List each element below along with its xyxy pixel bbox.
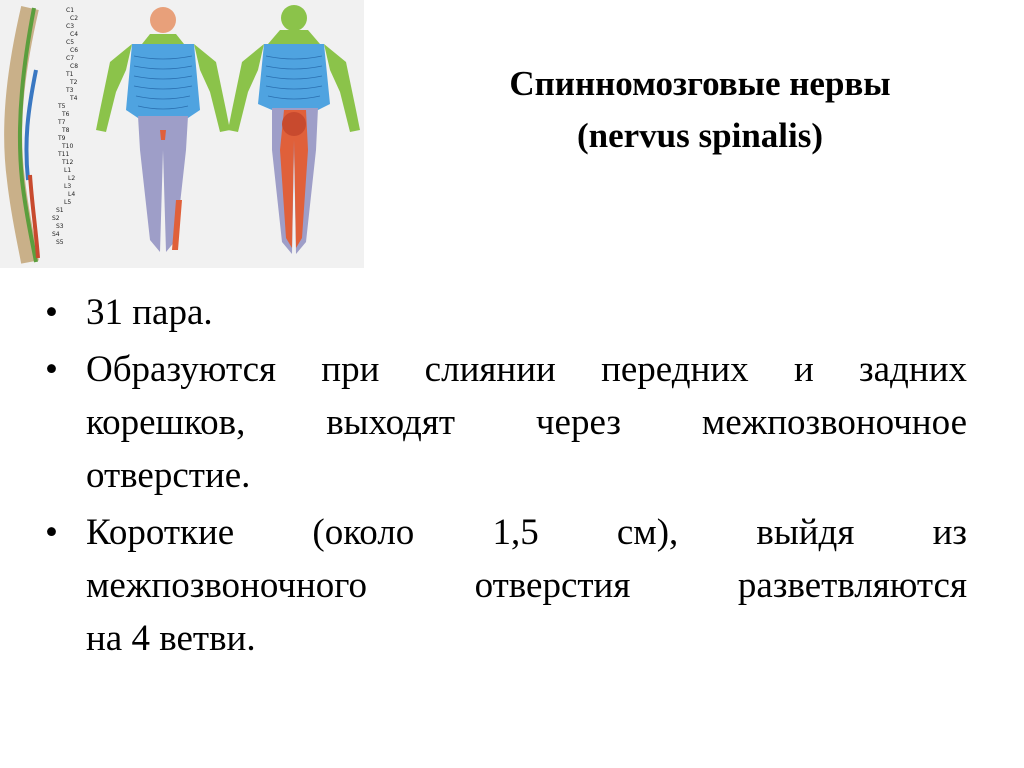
- bullet-line: 31 пара.: [86, 292, 213, 333]
- spine-level-label: C2: [70, 15, 79, 22]
- spine-level-label: T10: [62, 143, 74, 150]
- dermatome-illustration: [0, 0, 364, 268]
- bullet-text: [86, 343, 967, 502]
- spine-level-label: C7: [66, 55, 75, 62]
- bullet-item: [45, 286, 967, 339]
- spine-level-label: L5: [64, 199, 72, 206]
- spine-level-label: L2: [68, 175, 76, 182]
- spine-level-label: C5: [66, 39, 75, 46]
- bullet-line: отверстие.: [86, 455, 251, 496]
- spine-level-label: S4: [52, 231, 60, 238]
- dermatome-figure: [0, 0, 364, 268]
- spine-level-label: T6: [62, 111, 70, 118]
- bullet-list: [45, 286, 967, 669]
- spine-level-label: C1: [66, 7, 75, 14]
- bullet-line: корешков, выходят через межпозвоночное: [86, 402, 967, 443]
- bullet-item: [45, 506, 967, 665]
- spine-level-label: T3: [66, 87, 74, 94]
- bullet-line: Короткие (около 1,5 см), выйдя из: [86, 512, 967, 553]
- spine-level-label: T1: [66, 71, 74, 78]
- spine-level-label: C8: [70, 63, 79, 70]
- spine-level-label: T8: [62, 127, 70, 134]
- spine-level-label: S5: [56, 239, 64, 246]
- spine-level-label: L1: [64, 167, 72, 174]
- spine-level-label: L4: [68, 191, 76, 198]
- spine-level-label: S2: [52, 215, 60, 222]
- spine-level-label: T11: [58, 151, 70, 158]
- spine-level-label: T12: [62, 159, 74, 166]
- bullet-line: межпозвоночного отверстия разветвляются: [86, 565, 967, 606]
- title-line-1: Спинномозговые нервы: [509, 64, 891, 103]
- spine-level-label: T5: [58, 103, 66, 110]
- bullet-item: [45, 343, 967, 502]
- back-body-figure: [228, 5, 360, 254]
- spine-level-label: T7: [58, 119, 66, 126]
- spine-level-label: C6: [70, 47, 79, 54]
- front-body-figure: [96, 7, 230, 252]
- spine-diagram: [13, 7, 78, 262]
- spine-level-label: C3: [66, 23, 75, 30]
- bullet-marker: •: [45, 512, 58, 553]
- bullet-text: [86, 506, 967, 665]
- bullet-text: [86, 286, 967, 339]
- title-line-2: (nervus spinalis): [576, 116, 824, 155]
- spine-level-labels: [52, 7, 78, 246]
- spine-level-label: L3: [64, 183, 72, 190]
- bullet-marker: •: [45, 292, 58, 333]
- spine-level-label: S3: [56, 223, 64, 230]
- slide-title: [420, 58, 980, 162]
- spine-level-label: T9: [58, 135, 66, 142]
- bullet-marker: •: [45, 349, 58, 390]
- spine-level-label: T4: [70, 95, 78, 102]
- bullet-line: Образуются при слиянии передних и задних: [86, 349, 967, 390]
- bullet-line: на 4 ветви.: [86, 618, 256, 659]
- spine-level-label: S1: [56, 207, 64, 214]
- spine-level-label: T2: [70, 79, 78, 86]
- spine-level-label: C4: [70, 31, 79, 38]
